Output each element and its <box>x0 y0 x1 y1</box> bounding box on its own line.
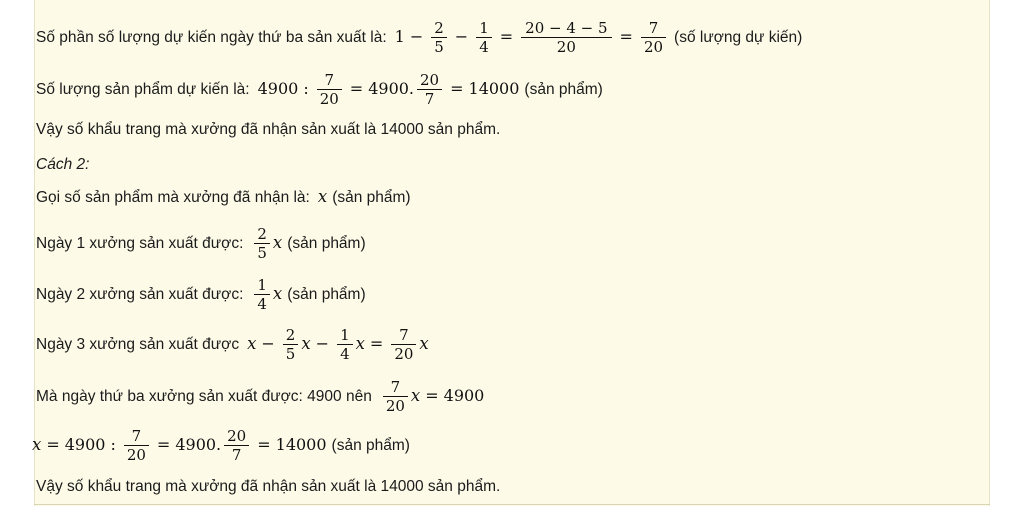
line-10-suffix: (sản phẩm) <box>331 436 410 454</box>
line-7-expression <box>251 277 282 312</box>
solution-line-6 <box>36 226 366 261</box>
fraction-denominator: 5 <box>285 345 296 364</box>
line-5-suffix: (sản phẩm) <box>332 188 411 206</box>
fraction-numerator: 1 <box>257 276 267 294</box>
line-6-suffix: (sản phẩm) <box>287 234 366 252</box>
math-equals: = <box>499 27 514 47</box>
solution-line-11 <box>36 478 500 496</box>
fraction-denominator: 4 <box>257 295 267 314</box>
fraction-1-4 <box>337 327 353 362</box>
page-bottom-divider <box>34 504 990 505</box>
method-2-label: Cách 2: <box>36 156 90 173</box>
fraction-denominator: 20 <box>556 38 576 57</box>
math-minus: − <box>261 334 275 354</box>
math-equals: = <box>619 27 633 47</box>
fraction-numerator: 20 <box>227 427 247 445</box>
math-number-4900: 4900 <box>257 79 299 99</box>
math-minus: − <box>409 27 424 47</box>
fraction-7-20 <box>383 379 408 414</box>
math-variable-x: x <box>317 187 328 206</box>
solution-line-5 <box>36 188 411 207</box>
fraction-denominator: 20 <box>126 446 146 465</box>
line-2-expression <box>258 72 520 107</box>
fraction-numerator: 7 <box>324 71 335 89</box>
line-6-expression <box>251 226 282 261</box>
math-equals: = <box>257 435 271 455</box>
fraction-7-20 <box>391 327 416 362</box>
math-colon: : <box>303 79 309 99</box>
math-equals: = <box>46 435 60 455</box>
line-8-text: Ngày 3 xưởng sản xuất được <box>36 335 240 353</box>
math-number-one: 1 <box>394 27 405 47</box>
line-11-text: Vậy số khẩu trang mà xưởng đã nhận sản xuất là 14000 sản phẩm. <box>36 478 501 495</box>
fraction-20-7 <box>224 428 249 463</box>
math-number-14000: 14000 <box>275 435 327 455</box>
fraction-denominator: 7 <box>424 90 435 109</box>
fraction-denominator: 20 <box>643 38 664 57</box>
line-6-text: Ngày 1 xưởng sản xuất được: <box>36 234 244 252</box>
fraction-numerator: 2 <box>285 326 296 344</box>
math-variable-x: x <box>247 334 257 354</box>
math-equals: = <box>156 435 171 455</box>
math-variable-x: x <box>301 334 311 354</box>
math-minus: − <box>454 27 469 47</box>
math-variable-x: x <box>419 334 429 354</box>
solution-method-2-heading <box>36 156 89 174</box>
math-variable-x: x <box>355 334 365 354</box>
line-2-text: Số lượng sản phẩm dự kiến là: <box>36 80 250 98</box>
math-dot: . <box>408 79 415 99</box>
fraction-denominator: 4 <box>479 38 489 57</box>
fraction-numerator: 7 <box>390 378 401 396</box>
fraction-1-4 <box>476 20 492 55</box>
line-10-expression <box>32 428 327 463</box>
fraction-2-5 <box>283 327 299 362</box>
line-9-text: Mà ngày thứ ba xưởng sản xuất được: 4900 nên <box>36 387 372 405</box>
math-variable-x: x <box>272 233 283 253</box>
math-minus: − <box>315 334 330 354</box>
fraction-denominator: 20 <box>385 397 405 416</box>
line-1-suffix: (số lượng dự kiến) <box>674 28 803 46</box>
fraction-7-20 <box>124 428 149 463</box>
fraction-numerator: 7 <box>131 427 142 445</box>
fraction-7-20 <box>641 20 666 55</box>
fraction-denominator: 5 <box>257 244 267 263</box>
fraction-denominator: 4 <box>340 345 350 364</box>
fraction-20-7 <box>417 72 442 107</box>
fraction-1-4 <box>254 277 270 312</box>
line-3-text: Vậy số khẩu trang mà xưởng đã nhận sản xuất là 14000 sản phẩm. <box>36 121 501 138</box>
math-variable-x: x <box>32 435 42 455</box>
fraction-2-5 <box>254 226 270 261</box>
math-variable-x: x <box>272 284 283 304</box>
fraction-20-4-5-over-20 <box>521 20 611 55</box>
fraction-numerator: 1 <box>340 326 350 344</box>
solution-line-9 <box>36 379 484 414</box>
math-equals: = <box>349 79 364 99</box>
line-9-expression <box>380 379 485 414</box>
fraction-numerator: 7 <box>399 326 409 344</box>
math-number-4900: 4900 <box>64 435 106 455</box>
math-colon: : <box>110 435 116 455</box>
solution-line-10 <box>32 428 410 463</box>
math-number-4900: 4900 <box>443 386 485 406</box>
solution-line-7 <box>36 277 366 312</box>
fraction-denominator: 20 <box>319 90 339 109</box>
math-equals: = <box>425 386 439 406</box>
solution-line-8 <box>36 327 429 362</box>
math-equals: = <box>450 79 464 99</box>
math-variable-x: x <box>410 386 421 406</box>
fraction-numerator: 1 <box>479 19 489 37</box>
line-7-suffix: (sản phẩm) <box>287 285 366 303</box>
fraction-denominator: 5 <box>434 38 444 57</box>
fraction-7-20 <box>317 72 342 107</box>
fraction-2-5 <box>431 20 447 55</box>
fraction-numerator: 2 <box>257 225 267 243</box>
math-dot: . <box>216 435 222 455</box>
math-equals: = <box>369 334 384 354</box>
fraction-numerator: 20 <box>420 71 440 89</box>
fraction-numerator: 20 − 4 − 5 <box>525 19 608 37</box>
line-7-text: Ngày 2 xưởng sản xuất được: <box>36 285 244 303</box>
line-1-expression <box>395 20 669 55</box>
fraction-denominator: 7 <box>231 446 242 465</box>
solution-line-1 <box>36 20 802 55</box>
fraction-denominator: 20 <box>394 345 414 364</box>
line-2-suffix: (sản phẩm) <box>524 80 603 98</box>
line-8-expression <box>247 327 429 362</box>
fraction-numerator: 7 <box>648 19 659 37</box>
line-5-text: Gọi số sản phẩm mà xưởng đã nhận là: <box>36 188 310 206</box>
math-number-4900: 4900 <box>368 79 409 99</box>
solution-line-2 <box>36 72 603 107</box>
line-1-text: Số phần số lượng dự kiến ngày thứ ba sản xuất là: <box>36 28 387 46</box>
solution-line-3 <box>36 121 500 139</box>
math-number-14000: 14000 <box>468 79 520 99</box>
math-number-4900: 4900 <box>175 435 217 455</box>
fraction-numerator: 2 <box>434 19 444 37</box>
